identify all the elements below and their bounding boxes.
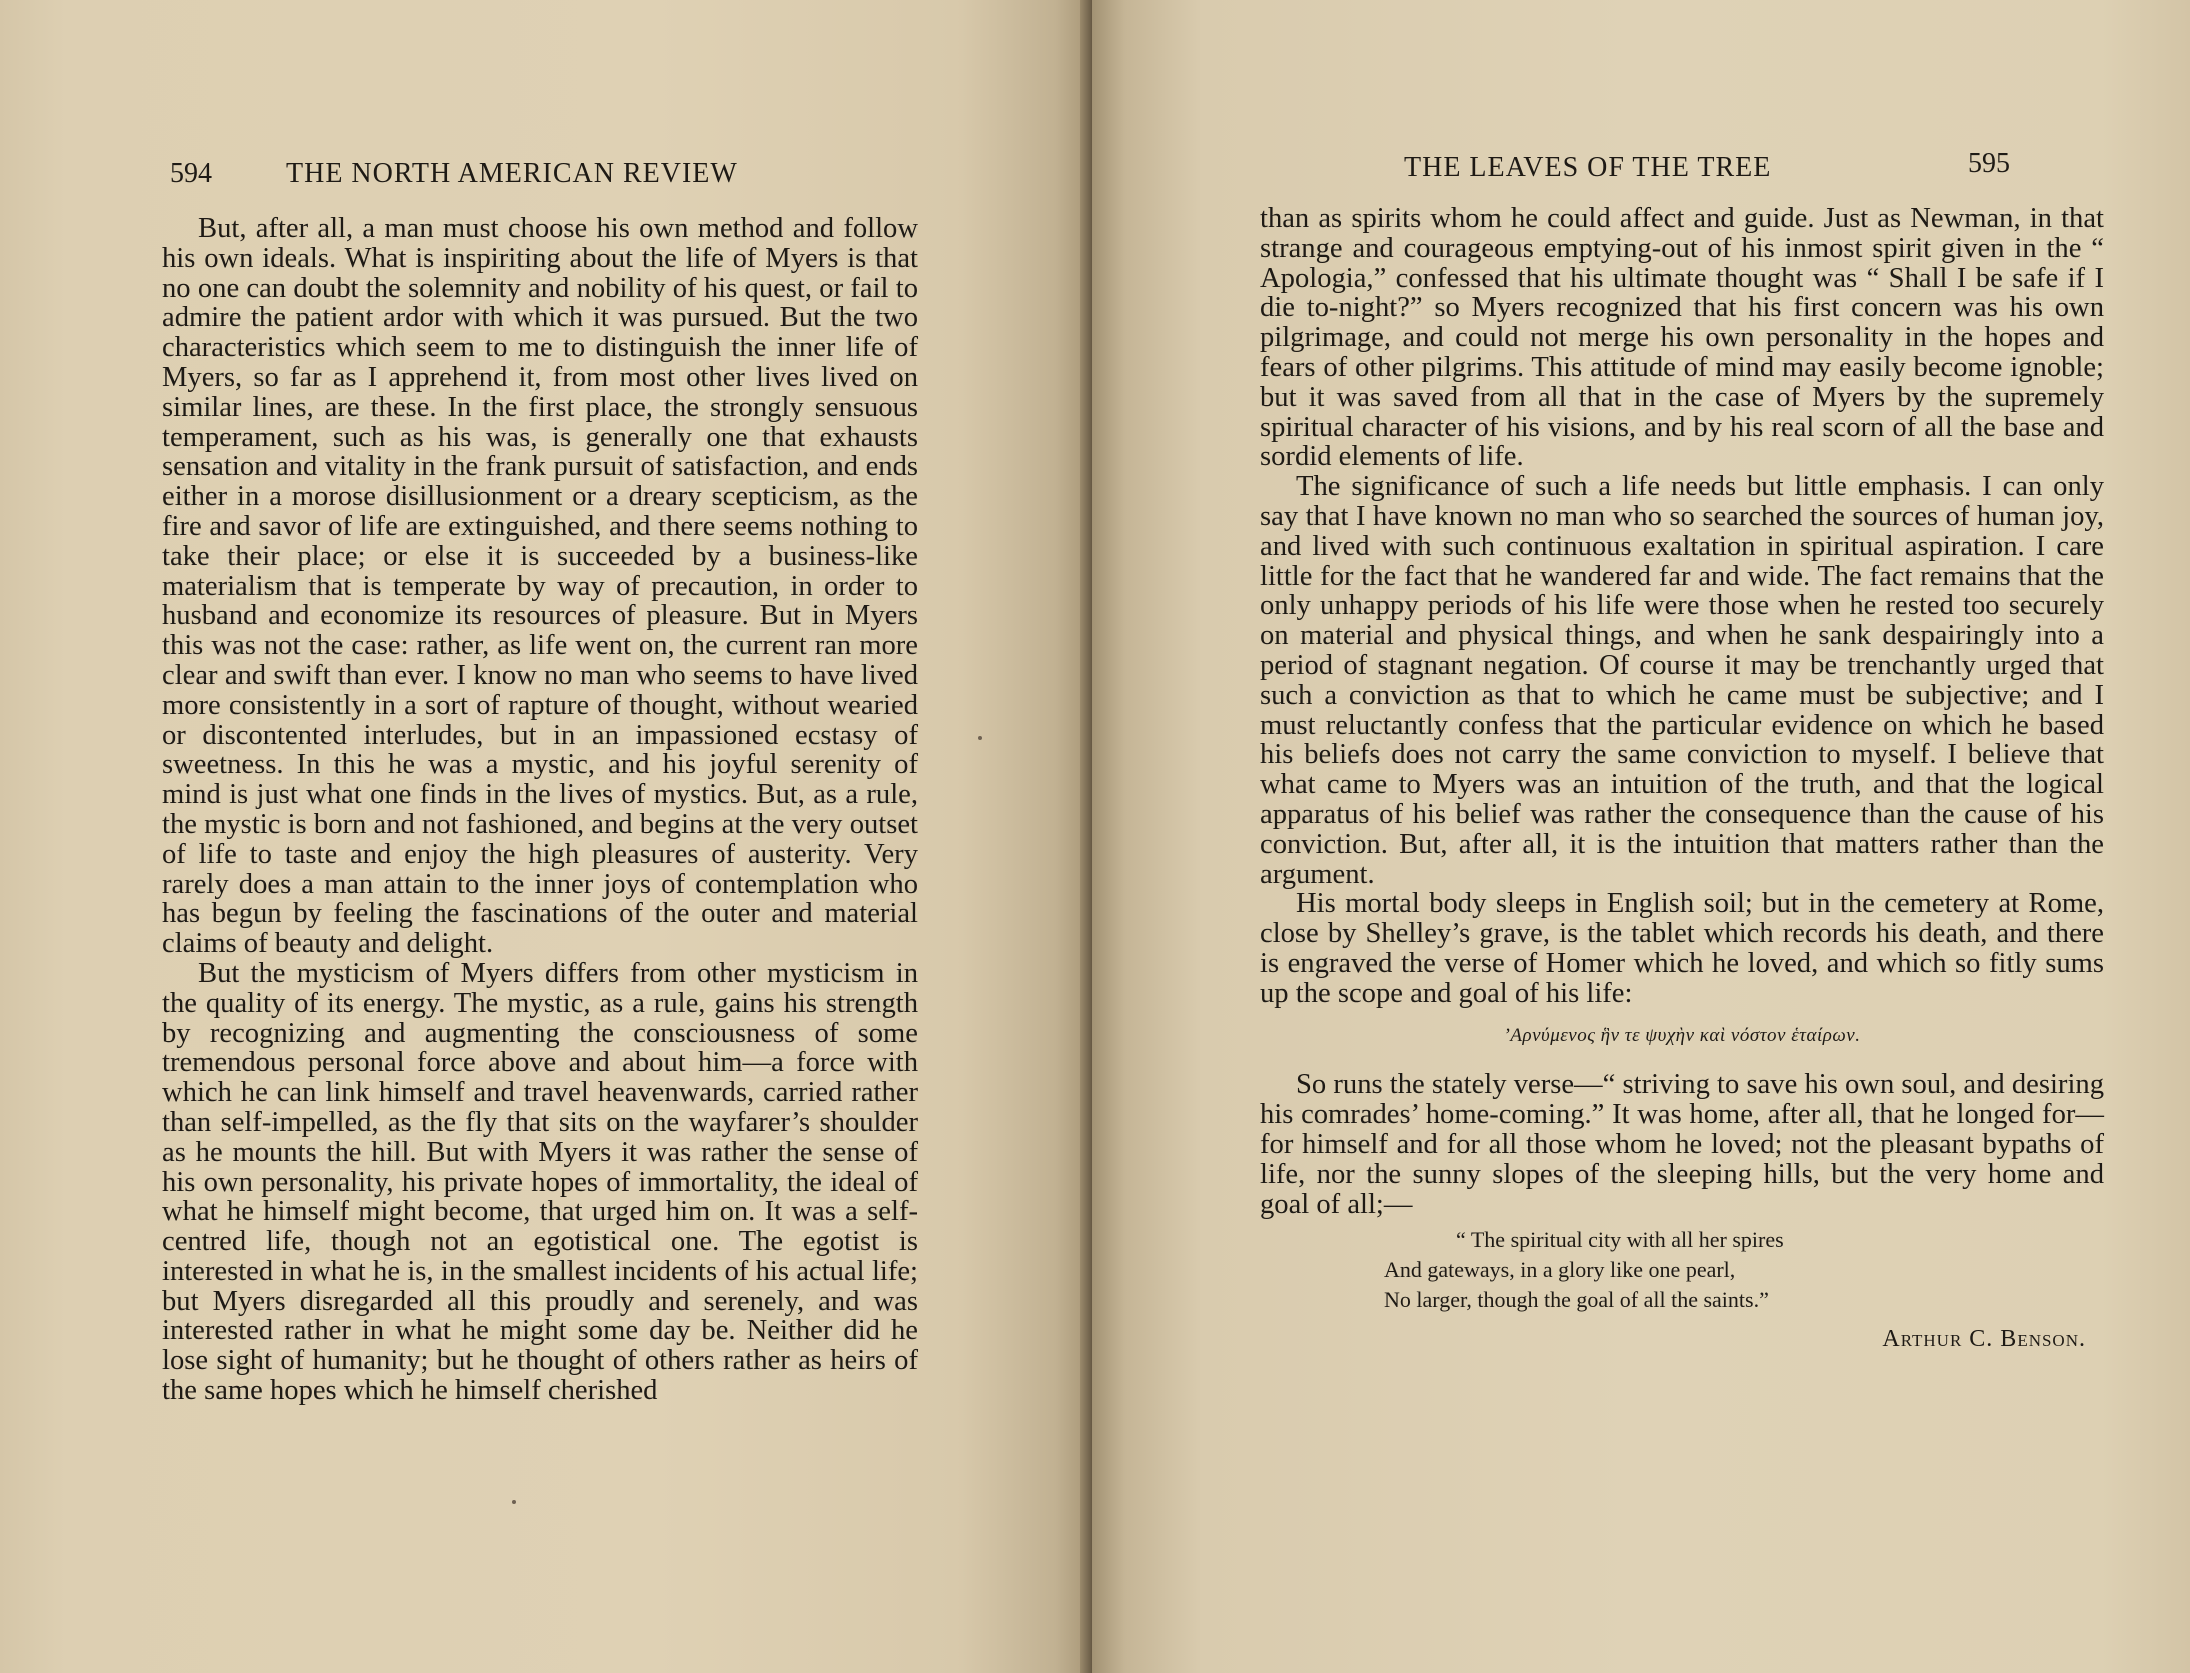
left-page bbox=[0, 0, 1088, 1673]
verse-line: No larger, though the goal of all the saints.” bbox=[1384, 1287, 1769, 1313]
right-body-text bbox=[1260, 204, 2104, 1355]
verse-quote bbox=[1260, 1225, 2104, 1315]
author-signature: Arthur C. Benson. bbox=[1882, 1326, 2086, 1353]
right-page bbox=[1092, 0, 2190, 1673]
paragraph: His mortal body sleeps in English soil; but in the cemetery at Rome, close by Shelley’s grave, is the tablet which records his death, and there is engraved the verse of Homer which he loved, and which so fitly sums up the scope and goal of his life: bbox=[1260, 888, 2104, 1009]
paragraph: than as spirits whom he could affect and guide. Just as Newman, in that strange and courageous emptying-out of his inmost spirit given in the “ Apologia,” confessed that his ultimate thought was “ Shall I be safe if I die to-night?” so Myers recognized that his first concern was his own pilgrimage, and could not merge his own personality in the hopes and fears of other pilgrims. This attitude of mind may easily become ignoble; but it was saved from all that in the case of Myers by the supremely spiritual character of his visions, and by his real scorn of all the base and sordid elements of life. bbox=[1260, 203, 2104, 473]
paper-speck bbox=[512, 1500, 516, 1504]
paragraph: But the mysticism of Myers differs from other mysticism in the quality of its energy. The mystic, as a rule, gains his strength by recognizing and augmenting the consciousness of some tremendous personal force above and about him—a force with which he can link himself and travel heavenwards, carried rather than self-impelled, as the fly that sits on the wayfarer’s shoulder as he mounts the hill. But with Myers it was rather the sense of his own personality, his private hopes of immortality, the ideal of what he himself might become, that urged him on. It was a self-centred life, though not an egotistical one. The egotist is interested in what he is, in the smallest incidents of his actual life; but Myers disregarded all this proudly and serenely, and was interested rather in what he might some day be. Neither did he lose sight of humanity; but he thought of others rather as heirs of the same hopes which he himself cherished bbox=[162, 957, 918, 1407]
left-body-text bbox=[162, 214, 918, 1406]
greek-quote: ’Αρνύμενος ἣν τε ψυχὴν καὶ νόστον ἑταίρων. bbox=[1503, 1024, 1861, 1046]
verse-line: And gateways, in a glory like one pearl, bbox=[1384, 1257, 1736, 1283]
page-number: 594 bbox=[170, 158, 212, 189]
paragraph: But, after all, a man must choose his own method and follow his own ideals. What is inspiriting about the life of Myers is that no one can doubt the solemnity and nobility of his quest, or fail to admire the patient ardor with which it was pursued. But the two characteristics which seem to me to distinguish the inner life of Myers, so far as I apprehend it, from most other lives lived on similar lines, are these. In the first place, the strongly sensuous temperament, such as his was, is generally one that exhausts sensation and vitality in the frank pursuit of satisfaction, and ends either in a morose disillusionment or a dreary scepticism, as the fire and savor of life are extinguished, and there seems nothing to take their place; or else it is succeeded by a business-like materialism that is temperate by way of precaution, in order to husband and economize its resources of pleasure. But in Myers this was not the case: rather, as life went on, the current ran more clear and swift than ever. I know no man who seems to have lived more consistently in a sort of rapture of thought, without wearied or discontented interludes, but in an impassioned ecstasy of sweetness. In this he was a mystic, and his joyful serenity of mind is just what one finds in the lives of mystics. But, as a rule, the mystic is born and not fashioned, and begins at the very outset of life to taste and enjoy the high pleasures of austerity. Very rarely does a man attain to the inner joys of contemplation who has begun by feeling the fascinations of the outer and material claims of beauty and delight. bbox=[162, 213, 918, 960]
running-head: THE LEAVES OF THE TREE bbox=[1404, 152, 1772, 183]
running-head: THE NORTH AMERICAN REVIEW bbox=[286, 158, 738, 189]
paragraph: The significance of such a life needs but little emphasis. I can only say that I have known no man who so searched the sources of human joy, and lived with such continuous exaltation in spiritual aspiration. I care little for the fact that he wandered far and wide. The fact remains that the only unhappy periods of his life were those when he rested too securely on material and physical things, and when he sank despairingly into a period of stagnant negation. Of course it may be trenchantly urged that such a conviction as that to which he came must be subjective; and I must reluctantly confess that the particular evidence on which he based his beliefs does not carry the same conviction to myself. I believe that what came to Myers was an intuition of the truth, and that the logical apparatus of his belief was rather the consequence than the cause of his conviction. But, after all, it is the intuition that matters rather than the argument. bbox=[1260, 471, 2104, 890]
verse-line: “ The spiritual city with all her spires bbox=[1456, 1227, 1784, 1253]
paragraph: So runs the stately verse—“ striving to save his own soul, and desiring his comrades’ home-coming.” It was home, after all, that he longed for—for himself and for all those whom he loved; not the pleasant bypaths of life, nor the sunny slopes of the sleeping hills, but the very home and goal of all;— bbox=[1260, 1069, 2104, 1220]
paper-speck bbox=[978, 736, 982, 740]
page-number: 595 bbox=[1968, 148, 2010, 179]
